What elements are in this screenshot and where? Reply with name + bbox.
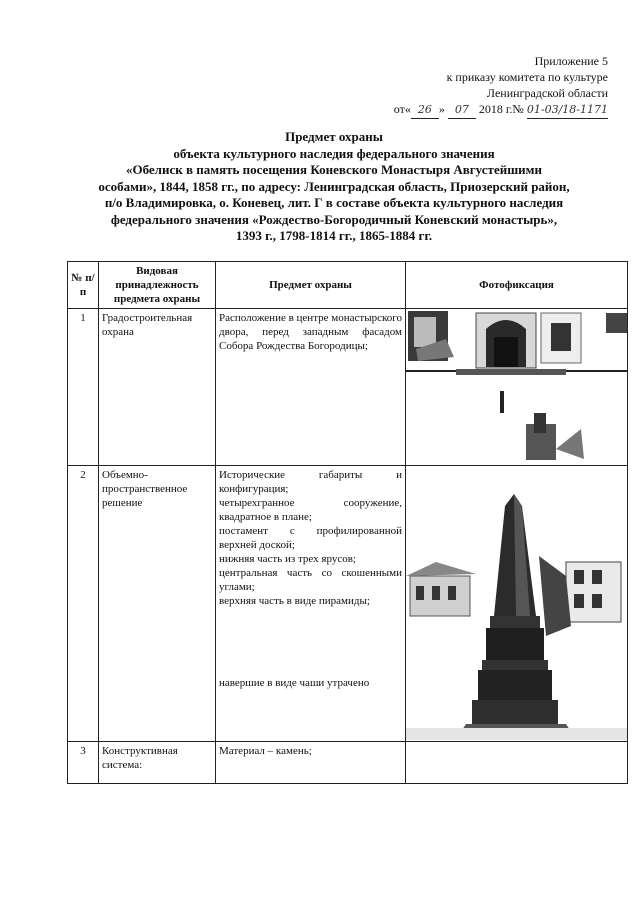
header-photo: Фотофиксация xyxy=(406,262,628,309)
title-line-5: п/о Владимировка, о. Коневец, лит. Г в составе объекта культурного наследия xyxy=(104,195,564,210)
row-subject-list xyxy=(216,466,406,742)
subject-item: Исторические габариты и конфигурация; xyxy=(219,469,402,495)
row-num: 1 xyxy=(68,309,99,466)
appendix-date-line: от« 26 » 07 2018 г.№ 01-03/18-1171 xyxy=(348,101,608,119)
row-num: 2 xyxy=(68,466,99,742)
row-type: Конструктивная система: xyxy=(99,742,216,784)
title-line-7: 1393 г., 1798-1814 гг., 1865-1884 гг. xyxy=(235,228,433,243)
appendix-from-label: от xyxy=(393,102,405,116)
cathedral-photo-image xyxy=(406,309,627,464)
header-type: Видовая принадлежность предмета охраны xyxy=(99,262,216,309)
subject-item: четырехгранное сооружение, квадратное в плане; xyxy=(219,497,402,523)
appendix-year: 2018 г.№ xyxy=(478,102,524,116)
subject-item: нижняя часть из трех ярусов; xyxy=(219,553,356,565)
header-num: № п/п xyxy=(68,262,99,309)
appendix-block xyxy=(348,53,608,119)
title-line-4: особами», 1844, 1858 гг., по адресу: Ленинградская область, Приозерский район, xyxy=(98,178,570,194)
subject-item: верхняя часть в виде пирамиды; xyxy=(219,595,370,607)
row-subject: Материал – камень; xyxy=(216,742,406,784)
photo-cathedral xyxy=(406,309,628,466)
appendix-day: 26 xyxy=(411,102,439,119)
row-type: Градостроительная охрана xyxy=(99,309,216,466)
appendix-number: 01-03/18-1171 xyxy=(527,102,608,119)
document-title xyxy=(40,129,628,245)
table-row xyxy=(68,466,628,742)
obelisk-photo-image xyxy=(406,466,627,740)
subject-item: постамент с профилированной верхней доской; xyxy=(219,525,402,551)
photo-obelisk xyxy=(406,466,628,742)
photo-empty xyxy=(406,742,628,784)
title-line-2: объекта культурного наследия федерального значения xyxy=(173,145,495,161)
appendix-region: Ленинградской области xyxy=(486,86,608,100)
title-line-3: «Обелиск в память посещения Коневского Монастыря Августейшими xyxy=(125,162,543,177)
appendix-month: 07 xyxy=(448,102,476,119)
header-subject: Предмет охраны xyxy=(216,262,406,309)
title-line-1: Предмет охраны xyxy=(285,129,383,144)
table-row xyxy=(68,742,628,784)
appendix-title: Приложение 5 xyxy=(534,54,608,68)
table-row xyxy=(68,309,628,466)
subject-item: навершие в виде чаши утрачено xyxy=(219,677,370,689)
protection-table xyxy=(67,261,628,784)
subject-item: центральная часть со скошенными углами; xyxy=(219,567,402,593)
table-header-row xyxy=(68,262,628,309)
row-num: 3 xyxy=(68,742,99,784)
row-subject: Расположение в центре монастырского двора, перед западным фасадом Собора Рождества Богородицы; xyxy=(216,309,406,466)
title-line-6: федерального значения «Рождество-Богородичный Коневский монастырь», xyxy=(110,211,558,227)
row-type: Объемно-пространственное решение xyxy=(99,466,216,742)
appendix-order-ref: к приказу комитета по культуре xyxy=(446,70,608,84)
